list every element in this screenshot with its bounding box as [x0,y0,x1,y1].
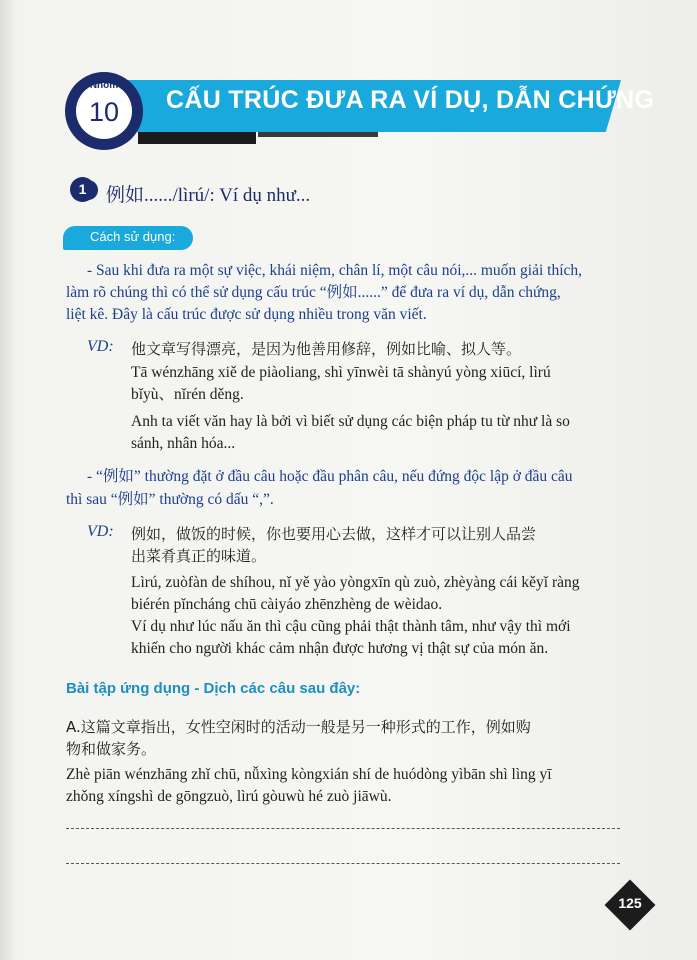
exercise-a-chinese-2: 物和做家务。 [66,740,157,758]
example1-pinyin-1: Tā wénzhāng xiě de piàoliang, shì yīnwèi tā shànyú yòng xiūcí, lìrú [131,364,551,381]
chapter-title: CẤU TRÚC ĐƯA RA VÍ DỤ, DẪN CHỨNG [166,86,655,114]
example2-vd-label: VD: [87,523,114,540]
exercise-a-pinyin-1: Zhè piān wénzhāng zhǐ chū, nǚxìng kòngxián shí de huódòng yìbān shì lìng yī [66,766,552,783]
answer-line-2 [66,863,620,864]
example2-pinyin-1: Lìrú, zuòfàn de shíhou, nǐ yě yào yòngxīn qù zuò, zhèyàng cái kěyǐ ràng [131,574,580,591]
header-underline-thin [258,132,378,137]
usage2-line-2: thì sau “例如” thường có dấu “,”. [66,491,274,508]
example1-vietnamese-2: sánh, nhân hóa... [131,435,236,452]
usage-tag-label: Cách sử dụng: [90,229,176,244]
example2-chinese-1: 例如，做饭的时候，你也要用心去做，这样才可以让别人品尝 [131,525,537,543]
example2-vietnamese-1: Ví dụ như lúc nấu ăn thì cậu cũng phải thật thành tâm, như vậy thì mới [131,618,571,635]
section-number: 1 [70,177,95,202]
example1-pinyin-2: bǐyù、nǐrén děng. [131,386,244,403]
group-label: Nhóm [89,80,119,91]
usage1-line-2: làm rõ chúng thì có thể sử dụng cấu trúc “例如......” để đưa ra ví dụ, dẫn chứng, [66,284,561,301]
page-number: 125 [618,895,642,911]
example1-vietnamese-1: Anh ta viết văn hay là bởi vì biết sử dụng các biện pháp tu từ như là so [131,413,570,430]
usage1-line-3: liệt kê. Đây là cấu trúc được sử dụng nhiều trong văn viết. [66,306,427,323]
usage1-line-1: - Sau khi đưa ra một sự việc, khái niệm, chân lí, một câu nói,... muốn giải thích, [87,262,583,279]
example1-vd-label: VD: [87,338,114,355]
exercise-a-pinyin-2: zhǒng xíngshì de gōngzuò, lìrú gòuwù hé zuò jiāwù. [66,788,392,805]
header-underline [138,132,256,144]
example2-pinyin-2: biérén pǐncháng chū càiyáo zhēnzhèng de wèidao. [131,596,443,613]
answer-line-1 [66,828,620,829]
section-title: 例如....../lìrú/: Ví dụ như... [106,185,311,206]
group-number: 10 [88,97,120,127]
example2-chinese-2: 出菜肴真正的味道。 [131,547,267,565]
example1-chinese: 他文章写得漂亮，是因为他善用修辞，例如比喻、拟人等。 [131,340,522,358]
exercise-a-chinese-1: A.这篇文章指出，女性空闲时的活动一般是另一种形式的工作，例如购 [66,718,531,736]
exercise-heading: Bài tập ứng dụng - Dịch các câu sau đây: [66,680,361,697]
usage2-line-1: - “例如” thường đặt ở đầu câu hoặc đầu phân câu, nếu đứng độc lập ở đầu câu [87,468,573,485]
example2-vietnamese-2: khiến cho người khác cảm nhận được hương vị thật sự của món ăn. [131,640,549,657]
